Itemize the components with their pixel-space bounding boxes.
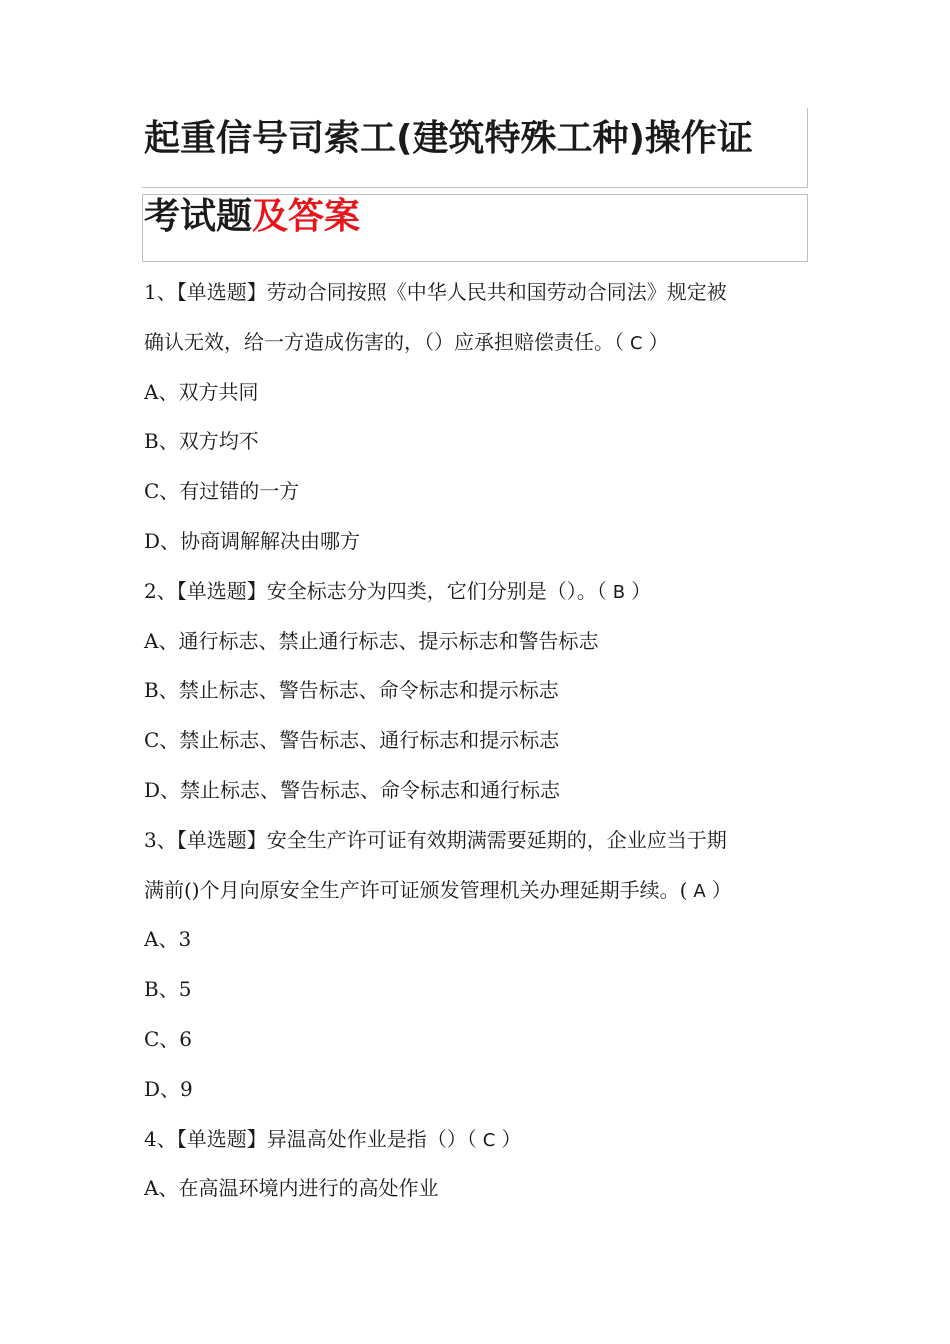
question-1-answer: C <box>630 332 643 354</box>
option: A、在高温环境内进行的高处作业 <box>144 1176 439 1201</box>
question-list <box>144 268 814 1214</box>
question-2-answer: B <box>612 581 626 603</box>
option: D、禁止标志、警告标志、命令标志和通行标志 <box>144 777 561 802</box>
question-3-line1: 3、【单选题】安全生产许可证有效期满需要延期的，企业应当于期 <box>144 827 727 852</box>
option: C、6 <box>144 1026 193 1051</box>
question-4-answer: C <box>482 1129 496 1151</box>
page-title-line2 <box>144 188 360 239</box>
option: D、协商调解解决由哪方 <box>144 528 361 553</box>
option: C、有过错的一方 <box>144 479 300 504</box>
title-red-part: 及答案 <box>252 196 361 237</box>
question-2-line1: 2、【单选题】安全标志分为四类，它们分别是（）。（ B ） <box>144 578 652 603</box>
page-title-line1: 起重信号司索工(建筑特殊工种)操作证 <box>144 118 753 159</box>
question-1-line2: 确认无效，给一方造成伤害的，（）应承担赔偿责任。（ C ） <box>144 329 669 354</box>
question-3-answer: A <box>693 880 706 902</box>
option: A、通行标志、禁止通行标志、提示标志和警告标志 <box>144 628 599 653</box>
option: A、双方共同 <box>144 379 259 404</box>
option: A、3 <box>144 927 192 952</box>
option: D、9 <box>144 1076 193 1101</box>
option: B、双方均不 <box>144 429 259 454</box>
question-1-line1: 1、【单选题】劳动合同按照《中华人民共和国劳动合同法》规定被 <box>144 280 727 304</box>
question-4-line1: 4、【单选题】异温高处作业是指（）（ C ） <box>144 1126 522 1151</box>
option: C、禁止标志、警告标志、通行标志和提示标志 <box>144 728 560 753</box>
question-3-line2: 满前()个月向原安全生产许可证颁发管理机关办理延期手续。( A ） <box>144 877 732 902</box>
option: B、禁止标志、警告标志、命令标志和提示标志 <box>144 678 559 703</box>
title-box <box>142 108 808 262</box>
option: B、5 <box>144 977 192 1002</box>
title-black-part: 考试题 <box>144 196 253 237</box>
